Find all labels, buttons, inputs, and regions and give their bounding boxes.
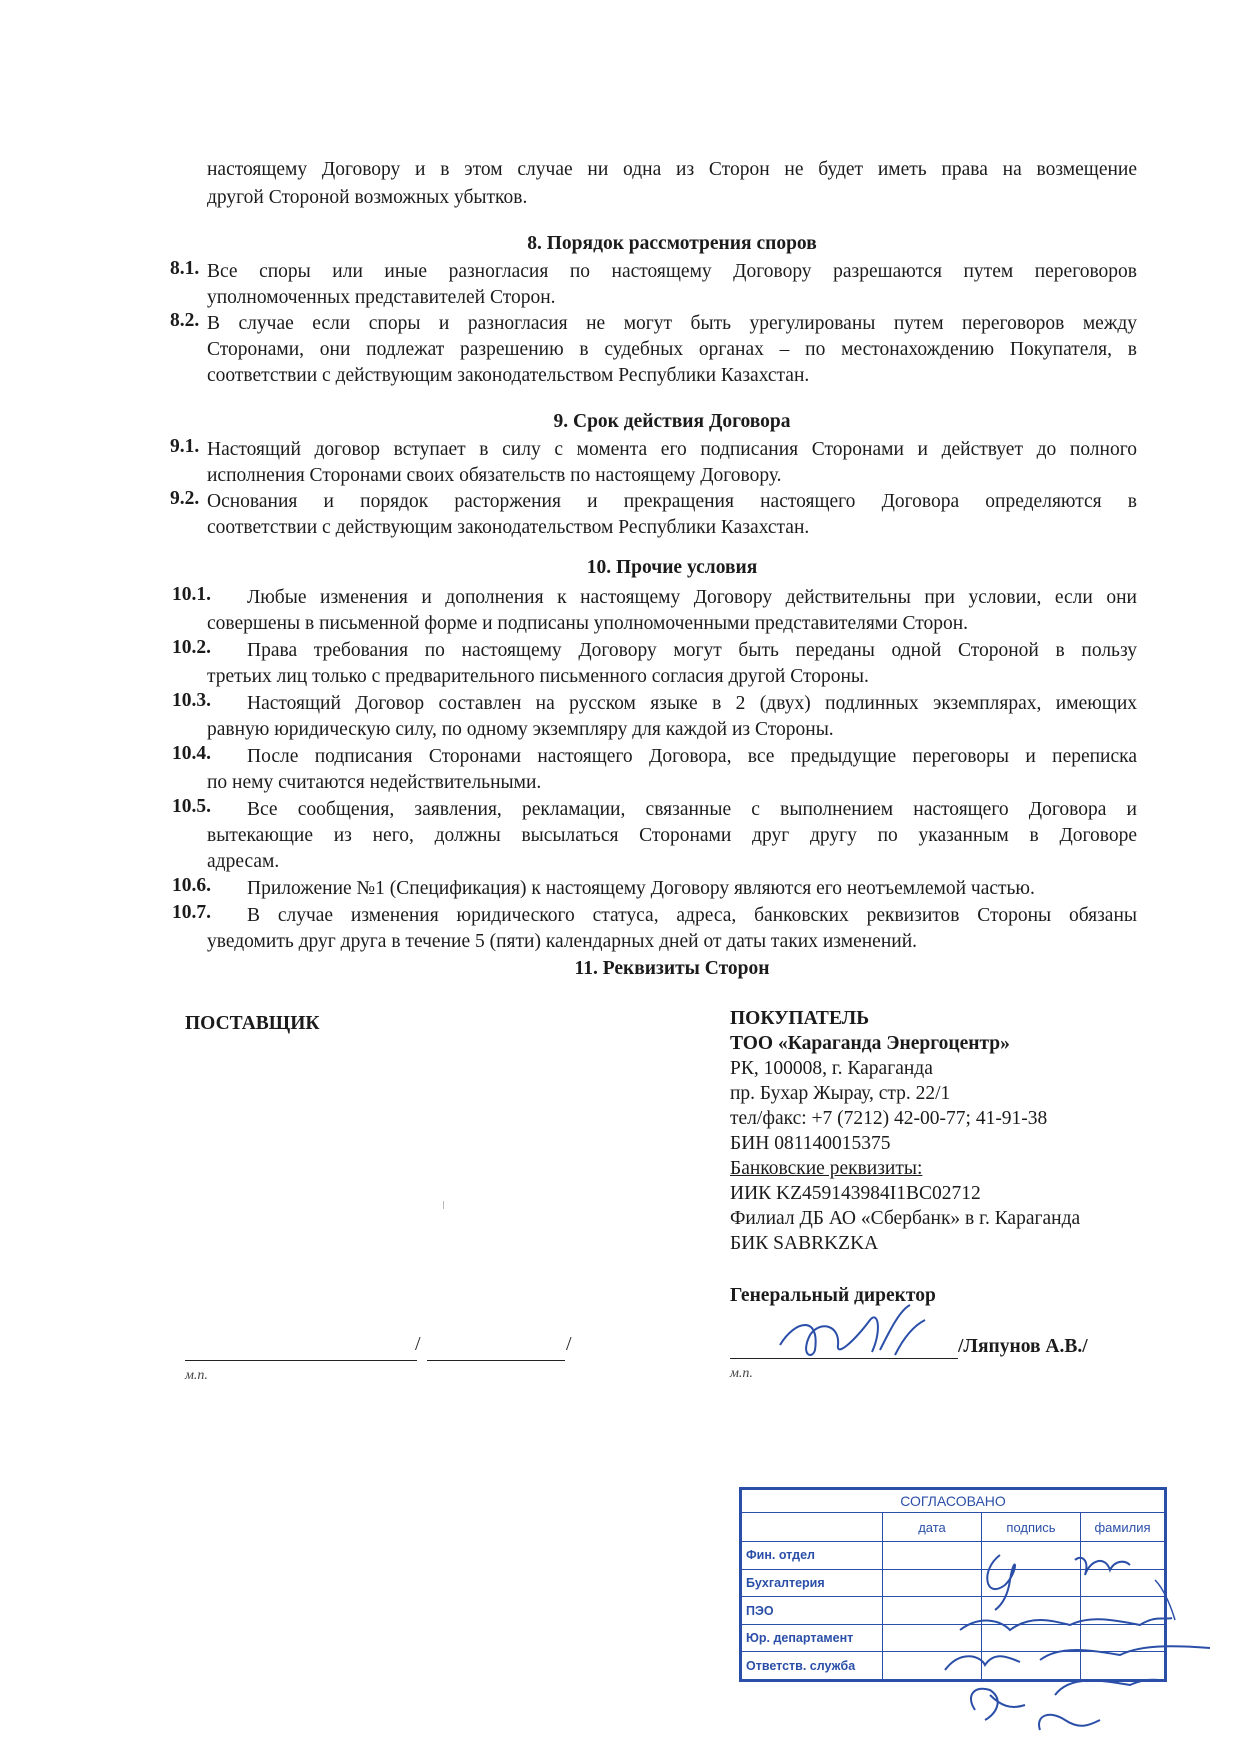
stamp-header-date: дата: [883, 1513, 982, 1542]
stamp-row-label: Фин. отдел: [742, 1542, 883, 1570]
clause-8-1-line-2: уполномоченных представителей Сторон.: [207, 287, 556, 308]
clause-number: 10.6.: [172, 875, 211, 896]
stamp-header-surname: фамилия: [1081, 1513, 1165, 1542]
supplier-label: ПОСТАВЩИК: [185, 1013, 320, 1034]
clause-10-5-line-1: Все сообщения, заявления, рекламации, связанные с выполнением настоящего Договора и: [247, 799, 1137, 820]
stamp-title: СОГЛАСОВАНО: [742, 1490, 1165, 1513]
buyer-branch: Филиал ДБ АО «Сбербанк» в г. Караганда: [730, 1208, 1081, 1229]
buyer-name: ТОО «Караганда Энергоцентр»: [730, 1033, 1010, 1054]
buyer-phone: тел/факс: +7 (7212) 42-00-77; 41-91-38: [730, 1108, 1048, 1129]
clause-number: 9.2.: [170, 488, 200, 509]
supplier-name-line: [427, 1360, 565, 1361]
buyer-iik: ИИК KZ459143984I1BC02712: [730, 1183, 981, 1204]
clause-number: 10.4.: [172, 743, 211, 764]
clause-8-2-line-3: соответствии с действующим законодательством Республики Казахстан.: [207, 365, 810, 386]
intro-line-1: настоящему Договору и в этом случае ни одна из Сторон не будет иметь права на возмещение: [207, 159, 1137, 180]
approval-table: [741, 1489, 1165, 1680]
clause-8-1-line-1: Все споры или иные разногласия по настоящему Договору разрешаются путем переговоров: [207, 261, 1137, 282]
clause-number: 9.1.: [170, 436, 200, 457]
buyer-label: ПОКУПАТЕЛЬ: [730, 1008, 870, 1029]
section-11-title: 11. Реквизиты Сторон: [574, 958, 770, 979]
intro-line-2: другой Стороной возможных убытков.: [207, 187, 528, 208]
clause-10-3-line-2: равную юридическую силу, по одному экземпляру для каждой из Стороны.: [207, 719, 834, 740]
clause-10-5-line-2: вытекающие из него, должны высылаться Сторонами друг другу по указанным в Договоре: [207, 825, 1137, 846]
clause-9-2-line-2: соответствии с действующим законодательством Республики Казахстан.: [207, 517, 810, 538]
clause-10-7-line-2: уведомить друг друга в течение 5 (пяти) календарных дней от даты таких изменений.: [207, 931, 917, 952]
section-9-title: 9. Срок действия Договора: [553, 411, 791, 432]
stamp-row-label: Бухгалтерия: [742, 1569, 883, 1597]
clause-number: 10.1.: [172, 584, 211, 605]
stamp-row-label: ПЭО: [742, 1597, 883, 1625]
scan-mark: [443, 1201, 444, 1209]
clause-number: 10.2.: [172, 637, 211, 658]
clause-10-4-line-2: по нему считаются недействительными.: [207, 772, 542, 793]
buyer-signature-line: [730, 1358, 958, 1359]
clause-10-7-line-1: В случае изменения юридического статуса, адреса, банковских реквизитов Стороны обязаны: [247, 905, 1137, 926]
stamp-header-blank: [742, 1513, 883, 1542]
stamp-row-label: Ответств. служба: [742, 1652, 883, 1680]
clause-8-2-line-2: Сторонами, они подлежат разрешению в судебных органах – по местонахождению Покупателя, в: [207, 339, 1137, 360]
stamp-row-label: Юр. департамент: [742, 1624, 883, 1652]
clause-9-1-line-1: Настоящий договор вступает в силу с момента его подписания Сторонами и действует до полного: [207, 439, 1137, 460]
buyer-address-2: пр. Бухар Жырау, стр. 22/1: [730, 1083, 951, 1104]
buyer-seal-place: м.п.: [730, 1366, 753, 1381]
clause-10-1-line-2: совершены в письменной форме и подписаны уполномоченными представителями Сторон.: [207, 613, 969, 634]
slash-separator: /: [566, 1333, 572, 1355]
clause-number: 10.5.: [172, 796, 211, 817]
section-8-title: 8. Порядок рассмотрения споров: [527, 233, 817, 254]
buyer-address-1: РК, 100008, г. Караганда: [730, 1058, 933, 1079]
clause-10-6-line-1: Приложение №1 (Спецификация) к настоящему Договору являются его неотъемлемой частью.: [247, 878, 1035, 899]
director-signature: [760, 1300, 960, 1370]
supplier-seal-place: м.п.: [185, 1368, 208, 1383]
buyer-signer: /Ляпунов А.В./: [958, 1336, 1088, 1357]
buyer-bik: БИК SABRKZKA: [730, 1233, 879, 1254]
slash-separator: /: [415, 1333, 421, 1355]
buyer-bank-label: Банковские реквизиты:: [730, 1158, 923, 1179]
clause-number: 10.7.: [172, 902, 211, 923]
clause-9-1-line-2: исполнения Сторонами своих обязательств по настоящему Договору.: [207, 465, 782, 486]
buyer-bin: БИН 081140015375: [730, 1133, 891, 1154]
clause-10-3-line-1: Настоящий Договор составлен на русском языке в 2 (двух) подлинных экземплярах, имеющих: [247, 693, 1137, 714]
supplier-signature-line: [185, 1360, 417, 1361]
clause-10-4-line-1: После подписания Сторонами настоящего Договора, все предыдущие переговоры и переписка: [247, 746, 1137, 767]
section-10-title: 10. Прочие условия: [586, 557, 758, 578]
buyer-position: Генеральный директор: [730, 1285, 936, 1306]
stamp-header-signature: подпись: [982, 1513, 1081, 1542]
clause-10-5-line-3: адресам.: [207, 851, 280, 872]
clause-number: 10.3.: [172, 690, 211, 711]
clause-8-2-line-1: В случае если споры и разногласия не могут быть урегулированы путем переговоров между: [207, 313, 1137, 334]
clause-10-2-line-2: третьих лиц только с предварительного письменного согласия другой Стороны.: [207, 666, 869, 687]
clause-9-2-line-1: Основания и порядок расторжения и прекращения настоящего Договора определяются в: [207, 491, 1137, 512]
clause-number: 8.1.: [170, 258, 200, 279]
clause-number: 8.2.: [170, 310, 200, 331]
clause-10-2-line-1: Права требования по настоящему Договору могут быть переданы одной Стороной в пользу: [247, 640, 1137, 661]
approval-stamp: [739, 1487, 1167, 1682]
clause-10-1-line-1: Любые изменения и дополнения к настоящему Договору действительны при условии, если они: [247, 587, 1137, 608]
